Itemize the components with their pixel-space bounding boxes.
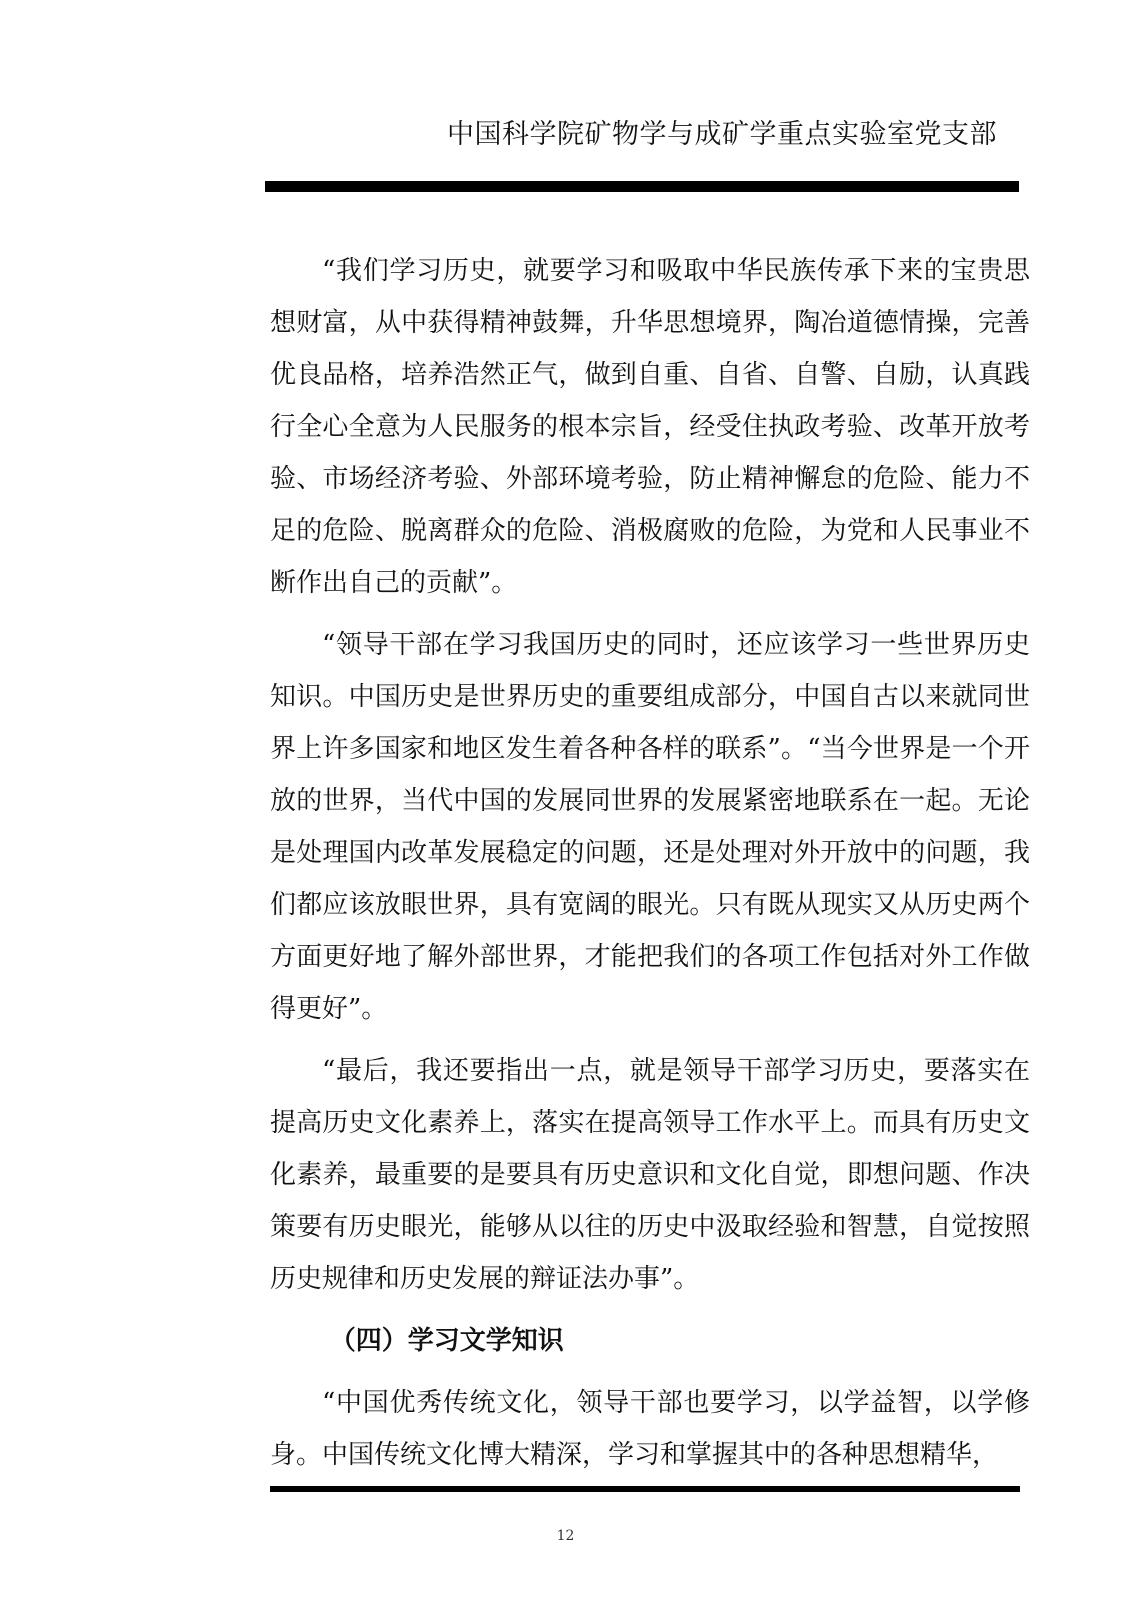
paragraph: “领导干部在学习我国历史的同时，还应该学习一些世界历史知识。中国历史是世界历史的重要组成部分，中国自古以来就同世界上许多国家和地区发生着各种各样的联系”。“当今世界是一个开放的世界，当代中国的发展同世界的发展紧密地联系在一起。无论是处理国内改革发展稳定的问题，还是处理对外开放中的问题，我们都应该放眼世界，具有宽阔的眼光。只有既从现实又从历史两个方面更好地了解外部世界，才能把我们的各项工作包括对外工作做得更好”。: [270, 630, 1030, 1024]
body-text: [270, 245, 1030, 1491]
paragraph: “中国优秀传统文化，领导干部也要学习，以学益智，以学修身。中国传统文化博大精深，学习和掌握其中的各种思想精华，: [270, 1388, 1030, 1470]
header-title: 中国科学院矿物学与成矿学重点实验室党支部: [447, 119, 997, 150]
footer-rule: [270, 1486, 1020, 1492]
section-heading: （四）学习文学知识: [329, 1326, 564, 1356]
page-number: 12: [556, 1528, 575, 1544]
paragraph: “我们学习历史，就要学习和吸取中华民族传承下来的宝贵思想财富，从中获得精神鼓舞，升华思想境界，陶冶道德情操，完善优良品格，培养浩然正气，做到自重、自省、自警、自励，认真践行全心全意为人民服务的根本宗旨，经受住执政考验、改革开放考验、市场经济考验、外部环境考验，防止精神懈怠的危险、能力不足的危险、脱离群众的危险、消极腐败的危险，为党和人民事业不断作出自己的贡献”。: [270, 256, 1030, 598]
paragraph: “最后，我还要指出一点，就是领导干部学习历史，要落实在提高历史文化素养上，落实在提高领导工作水平上。而具有历史文化素养，最重要的是要具有历史意识和文化自觉，即想问题、作决策要有历史眼光，能够从以往的历史中汲取经验和智慧，自觉按照历史规律和历史发展的辩证法办事”。: [270, 1056, 1030, 1294]
header-rule: [265, 181, 1019, 192]
